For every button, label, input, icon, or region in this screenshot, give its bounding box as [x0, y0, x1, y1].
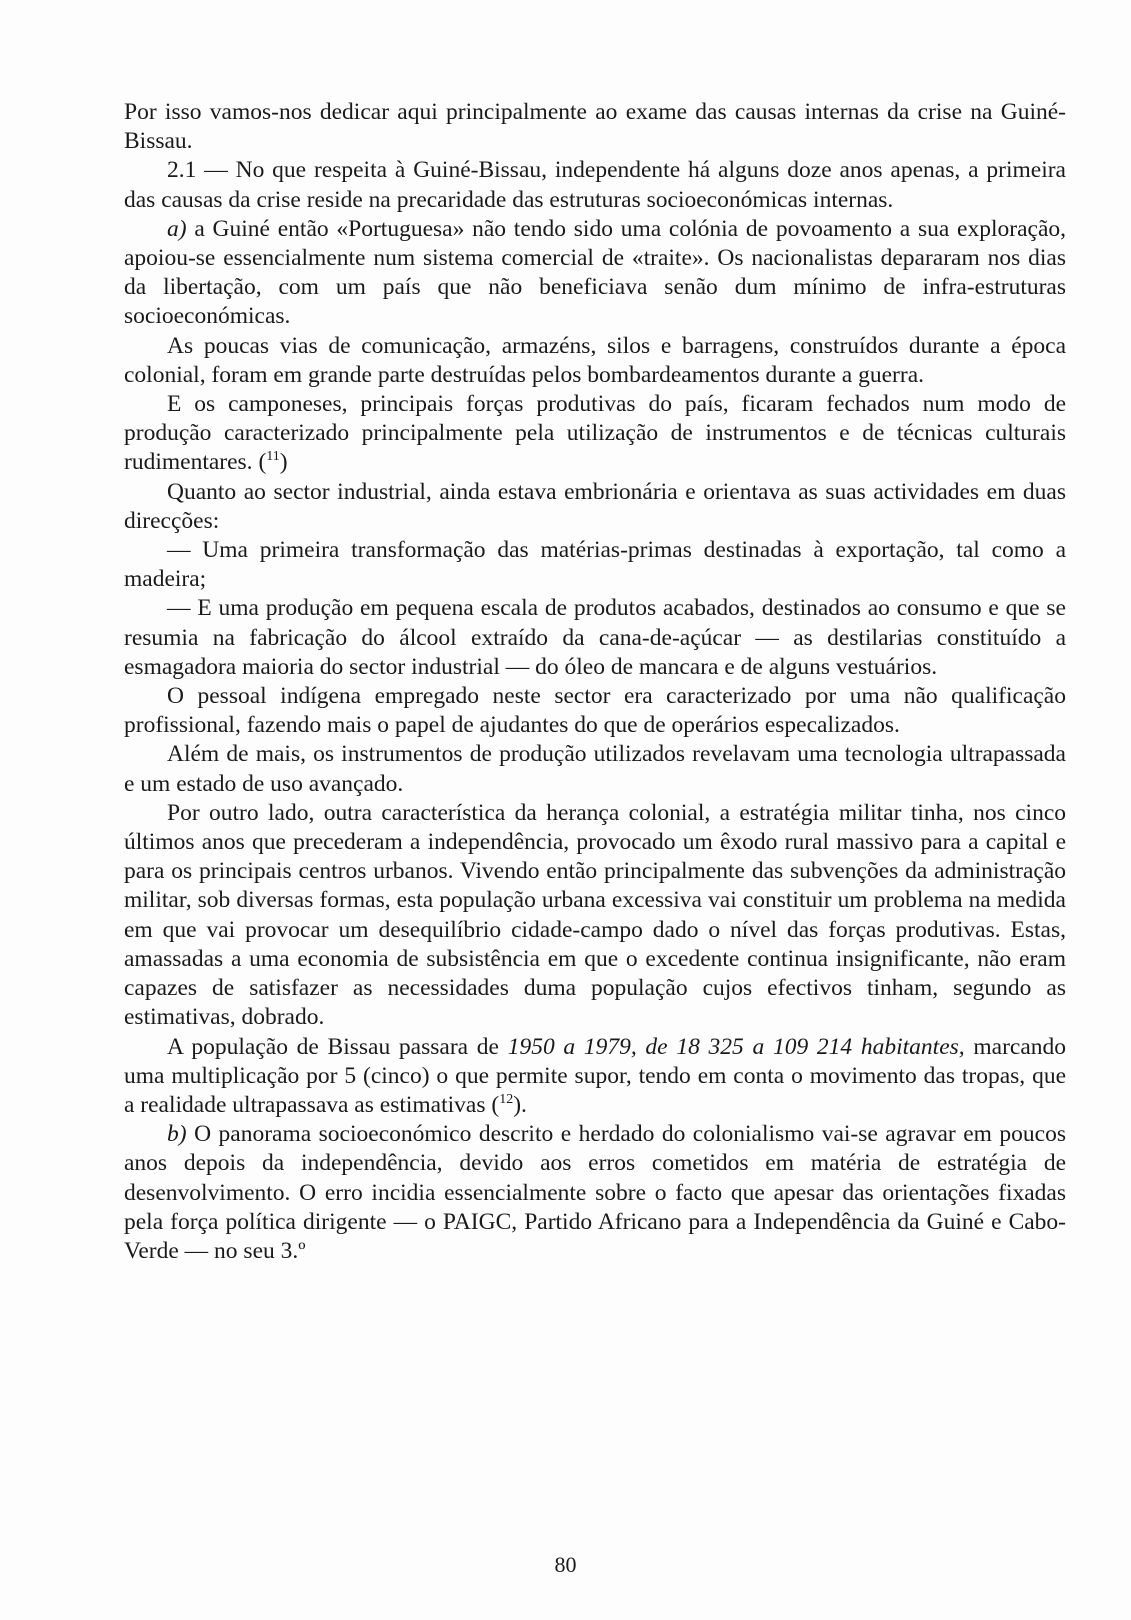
paragraph-dash-1: — Uma primeira transformação das matérias-primas destinadas à exportação, tal como a madeira; [124, 537, 1066, 593]
paragraph-personnel: O pessoal indígena empregado neste sector era caracterizado por uma não qualificação profissional, fazendo mais o papel de ajudantes do que de operários especalizados. [124, 683, 1066, 739]
paragraph-item-a: a) a Guiné então «Portuguesa» não tendo sido uma colónia de povoamento a sua exploração, apoiou-se essencialmente num sistema comercial de «traite». Os nacionalistas depararam nos dias da libertação, com um país que não beneficiava senão dum mínimo de infra-estruturas socioeconómicas. [124, 215, 1066, 330]
item-label-b: b) [167, 1121, 187, 1148]
text-body [124, 98, 1066, 1266]
footnote-ref-12: 12 [499, 1091, 514, 1107]
paragraph-peasants: E os camponeses, principais forças produtivas do país, ficaram fechados num modo de produção caracterizado principalmente pela utilização de instrumentos e de técnicas culturais rudimentares. ($^{11}$) [124, 391, 1066, 476]
page-number: 80 [554, 1552, 577, 1577]
population-figures: 1950 a 1979, de 18 325 a 109 214 habitantes, [507, 1033, 965, 1060]
paragraph-dash-2: — E uma produção em pequena escala de produtos acabados, destinados ao consumo e que se resumia na fabricação do álcool extraído da cana-de-açúcar — as destilarias constituído a esmagadora maioria do sector industrial — do óleo de mancara e de alguns vestuários. [124, 595, 1066, 680]
paragraph-instruments: Além de mais, os instrumentos de produção utilizados revelavam uma tecnologia ultrapassada e um estado de uso avançado. [124, 741, 1066, 797]
paragraph-intro: Por isso vamos-nos dedicar aqui principalmente ao exame das causas internas da crise na Guiné-Bissau. [124, 99, 1066, 155]
paragraph-industrial-sector: Quanto ao sector industrial, ainda estava embrionária e orientava as suas actividades em duas direcções: [124, 478, 1066, 534]
paragraph-item-b: b) O panorama socioeconómico descrito e herdado do colonialismo vai-se agravar em poucos anos depois da independência, devido aos erros cometidos em matéria de estratégia de desenvolvimento. O erro incidia essencialmente sobre o facto que apesar das orientações fixadas pela força política dirigente — o PAIGC, Partido Africano para a Independência da Guiné e Cabo-Verde — no seu 3.º [124, 1121, 1066, 1264]
paragraph-section-2-1: 2.1 — No que respeita à Guiné-Bissau, independente há alguns doze anos apenas, a primeira das causas da crise reside na precaridade das estruturas socioeconómicas internas. [124, 157, 1066, 213]
paragraph-infrastructure: As poucas vias de comunicação, armazéns, silos e barragens, construídos durante a época colonial, foram em grande parte destruídas pelos bombardeamentos durante a guerra. [124, 332, 1066, 388]
footnote-ref-11: 11 [266, 449, 280, 465]
paragraph-bissau-population: A população de Bissau passara de 1950 a 1979, de 18 325 a 109 214 habitantes, marcando uma multiplicação por 5 (cinco) o que permite supor, tendo em conta o movimento das tropas, que a realidade ultrapassava as estimativas ($^{12}$). [124, 1033, 1067, 1118]
item-label-a: a) [167, 215, 187, 242]
paragraph-rural-exodus: Por outro lado, outra característica da herança colonial, a estratégia militar tinha, nos cinco últimos anos que precederam a independência, provocado um êxodo rural massivo para a capital e para os principais centros urbanos. Vivendo então principalmente das subvenções da administração militar, sob diversas formas, esta população urbana excessiva vai constituir um problema na medida em que vai provocar um desequilíbrio cidade-campo dado o nível das forças produtivas. Estas, amassadas a uma economia de subsistência em que o excedente continua insignificante, não eram capazes de satisfazer as necessidades duma população cujos efectivos tinham, segundo as estimativas, dobrado. [124, 799, 1066, 1031]
